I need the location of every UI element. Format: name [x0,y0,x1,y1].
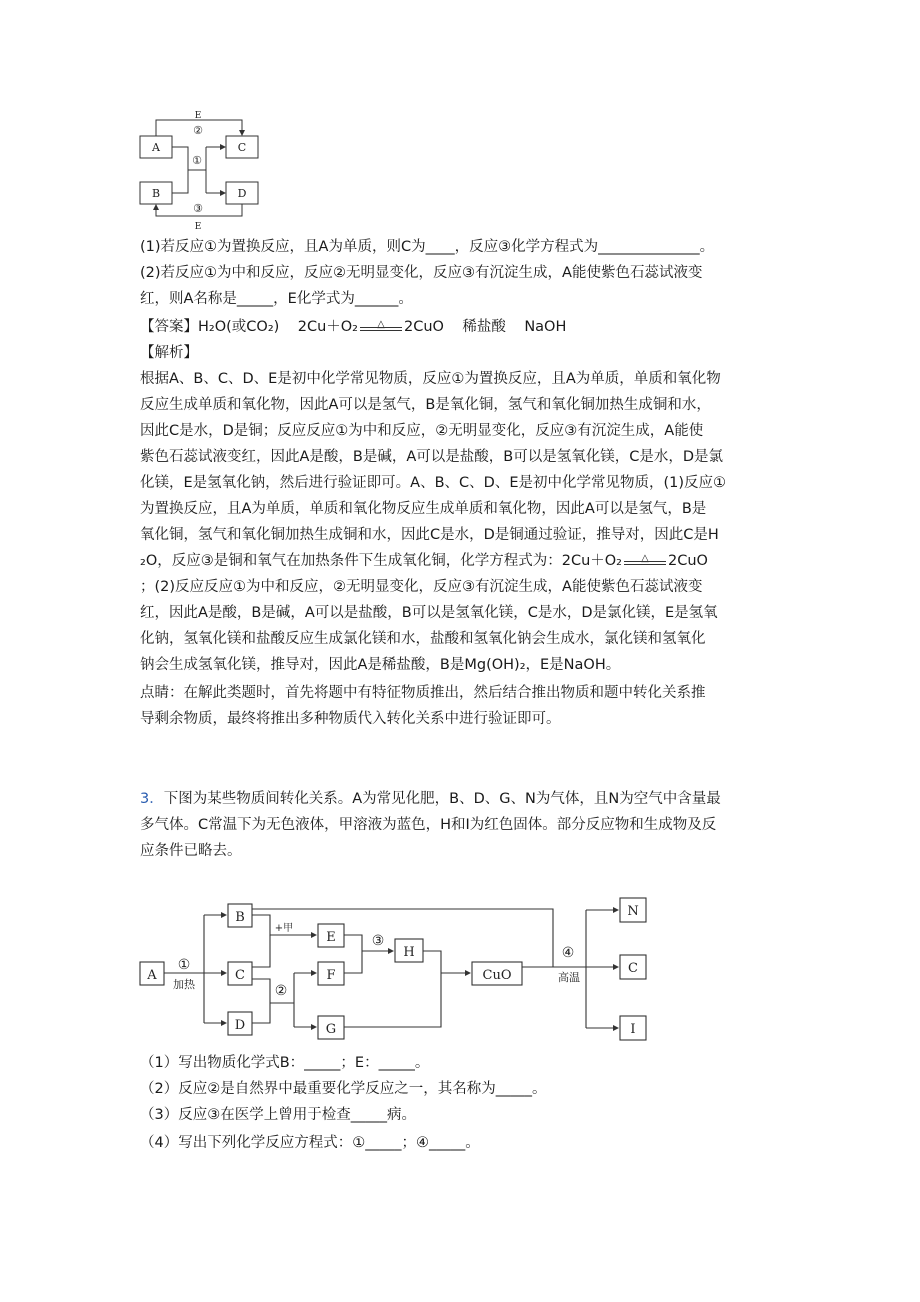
box2-g-label: G [325,1022,337,1037]
box2-d-label: D [234,1018,246,1033]
label-reaction-3: ③ [193,202,203,215]
answer-3: 稀盐酸 [462,319,506,335]
q3-stem-line-3: 应条件已略去。 [140,843,242,859]
box2-h-label: H [403,945,415,960]
analysis-label: 【解析】 [140,345,198,361]
q3-question-2: （2）反应②是自然界中最重要化学反应之一，其名称为_____。 [140,1081,547,1097]
reaction-diagram-1 [136,108,266,230]
label2-reaction-1: ① [177,957,191,973]
analysis-line-4: 紫色石蕊试液变红，因此A是酸，B是碱，A可以是盐酸，B可以是氢氧化镁，C是水，D是氯 [140,449,724,465]
analysis-line-8-right: 2CuO [668,553,708,569]
analysis-line-2: 反应生成单质和氧化物，因此A可以是氢气，B是氧化铜，氢气和氧化铜加热生成铜和水， [140,397,711,413]
label2-reaction-2: ② [274,983,288,999]
q3-stem-line-1 [140,786,721,812]
q3-question-4: （4）写出下列化学反应方程式：①_____；④_____。 [140,1135,480,1151]
tip-line-1: 点睛：在解此类题时，首先将题中有特征物质推出，然后结合推出物质和题中转化关系推 [140,685,706,701]
q2-part1: (1)若反应①为置换反应，且A为单质，则C为____，反应③化学方程式为______________。 [140,239,715,255]
analysis-line-5: 化镁，E是氢氧化钠，然后进行验证即可。A、B、C、D、E是初中化学常见物质，(1)反应① [140,475,727,491]
box2-a-label: A [147,968,157,983]
analysis-line-6: 为置换反应，且A为单质，单质和氧化物反应生成单质和氧化物，因此A可以是氢气，B是 [140,501,707,517]
heat-equals-sign [360,320,402,334]
q2-part2-line2: 红，则A名称是_____，E化学式为______。 [140,291,413,307]
analysis-line-12: 钠会生成氢氧化镁，推导对，因此A是稀盐酸，B是Mg(OH)₂，E是NaOH。 [140,657,621,673]
answer-1: H₂O(或CO₂) [198,319,280,335]
answer-2-right: 2CuO [404,319,444,335]
box-d-label: D [237,187,247,200]
q3-question-3: （3）反应③在医学上曾用于检查_____病。 [140,1107,416,1123]
q3-number: 3． [140,791,164,807]
label-e-top: E [194,111,202,121]
q3-stem-line-2: 多气体。C常温下为无色液体，甲溶液为蓝色，H和I为红色固体。部分反应物和生成物及反 [140,817,717,833]
box-b-label: B [151,187,161,200]
q2-part2-line1: (2)若反应①为中和反应，反应②无明显变化，反应③有沉淀生成，A能使紫色石蕊试液变 [140,265,703,281]
answer-4: NaOH [524,319,567,335]
box2-e-label: E [326,930,336,945]
box2-n-label: N [627,904,639,919]
analysis-line-8-left: ₂O，反应③是铜和氧气在加热条件下生成氧化铜，化学方程式为：2Cu＋O₂ [140,553,622,569]
label2-reaction-4: ④ [561,945,575,961]
box2-c2-label: C [628,961,638,976]
label-e-bottom: E [194,222,202,230]
label2-high-temp: 高温 [558,971,580,984]
reaction-diagram-2 [136,895,656,1045]
heat-equals-sign-2 [624,554,666,568]
answer-2-left: 2Cu＋O₂ [297,319,358,335]
analysis-line-3: 因此C是水，D是铜；反应反应①为中和反应，②无明显变化，反应③有沉淀生成，A能使 [140,423,704,439]
tip-line-2: 导剩余物质，最终将推出多种物质代入转化关系中进行验证即可。 [140,711,561,727]
heat-symbol: △ [377,319,385,330]
analysis-line-7: 氧化铜，氢气和氧化铜加热生成铜和水，因此C是水，D是铜通过验证，推导对，因此C是H [140,527,719,543]
label2-reaction-3: ③ [371,933,385,949]
q3-stem-1: 下图为某些物质间转化关系。A为常见化肥，B、D、G、N为气体，且N为空气中含量最 [163,791,721,807]
heat-symbol-2: △ [641,553,649,564]
box-c-label: C [237,141,247,154]
q3-question-1: （1）写出物质化学式B：_____；E：_____。 [140,1055,430,1071]
box-a-label: A [152,141,160,154]
answer-line [140,314,566,340]
label-reaction-1: ① [192,154,202,167]
analysis-line-10: 红，因此A是酸，B是碱，A可以是盐酸，B可以是氢氧化镁，C是水，D是氯化镁，E是氢氧 [140,605,718,621]
box2-f-label: F [326,968,336,983]
analysis-line-8 [140,548,708,574]
box2-i-label: I [630,1022,636,1037]
box2-cuo-label: CuO [482,968,512,983]
analysis-line-11: 化钠，氢氧化镁和盐酸反应生成氯化镁和水，盐酸和氢氧化钠会生成水，氯化镁和氢氧化 [140,631,706,647]
label-reaction-2: ② [193,124,203,137]
box2-b-label: B [235,910,245,925]
box2-c-label: C [235,968,245,983]
analysis-line-1: 根据A、B、C、D、E是初中化学常见物质，反应①为置换反应，且A为单质，单质和氧化物 [140,371,721,387]
label2-heat: 加热 [173,978,195,991]
label2-plus-jia: +甲 [274,923,294,934]
answer-label: 【答案】 [140,319,198,335]
analysis-line-9: ；(2)反应反应①为中和反应，②无明显变化，反应③有沉淀生成，A能使紫色石蕊试液变 [140,579,703,595]
